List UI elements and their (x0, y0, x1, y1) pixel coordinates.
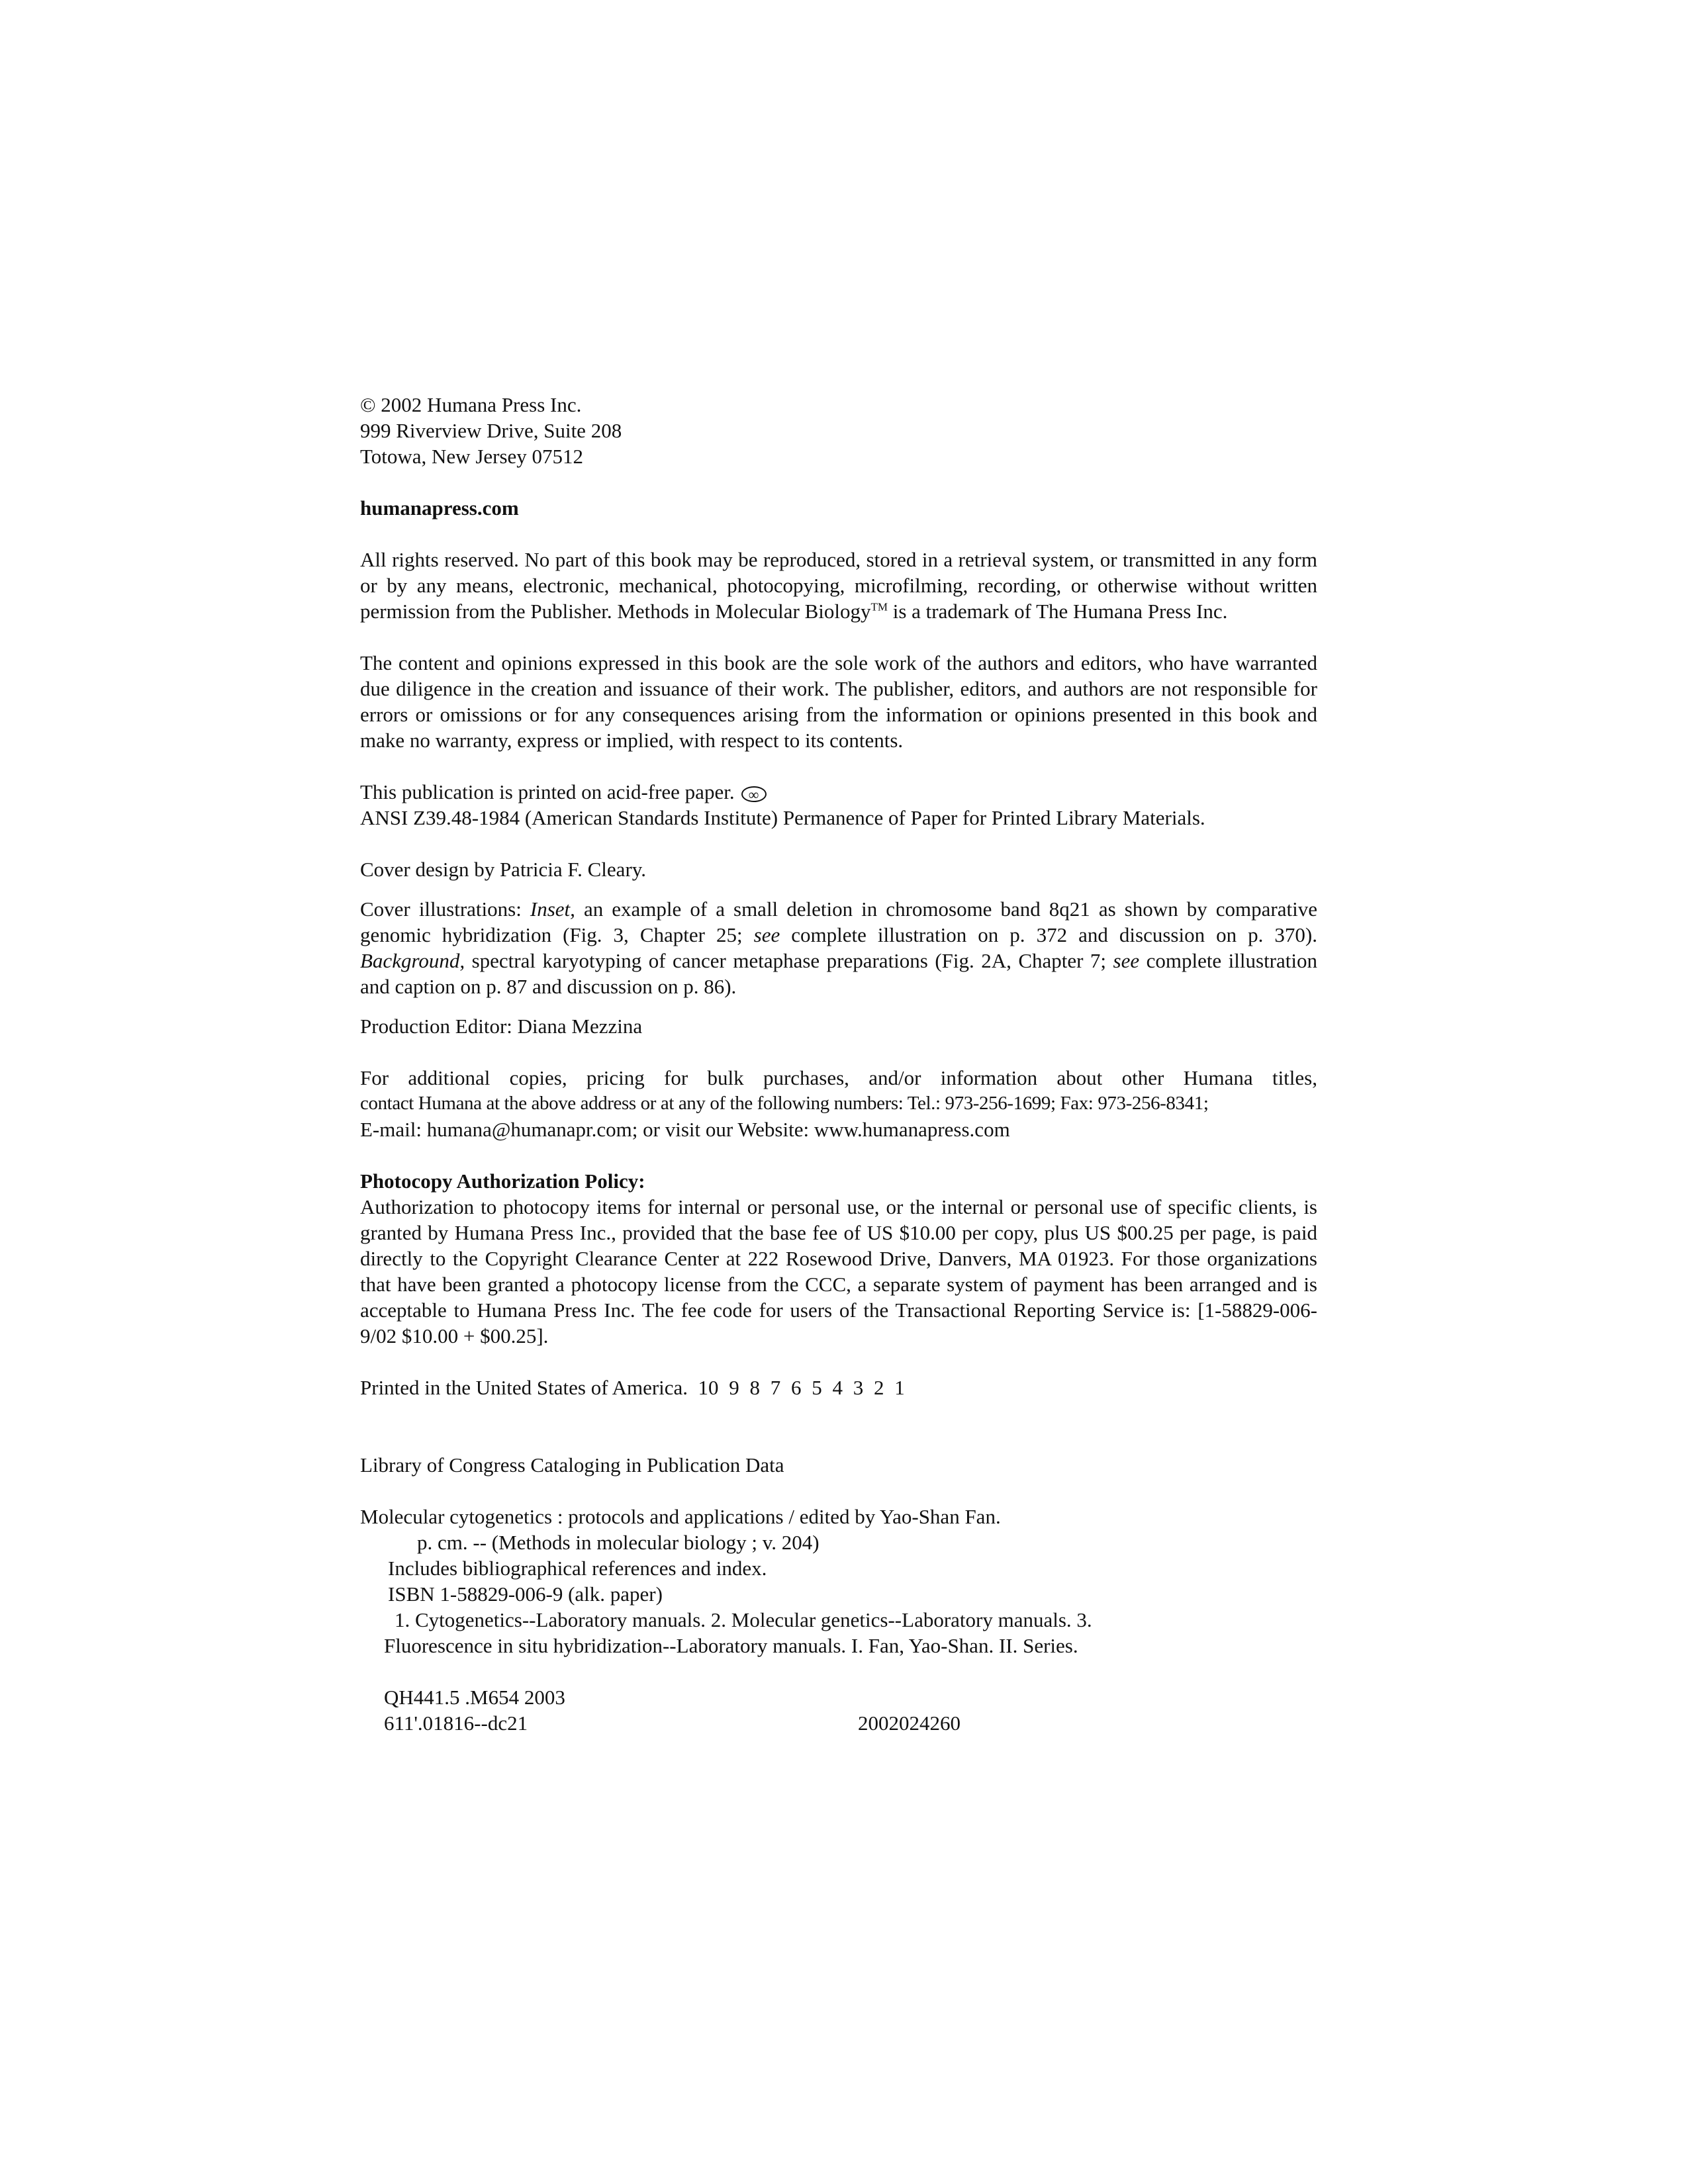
additional-copies-block (360, 1065, 1317, 1142)
ansi-line: ANSI Z39.48-1984 (American Standards Institute) Permanence of Paper for Printed Library Materials. (360, 806, 1205, 829)
infinity-paper-icon: ∞ (741, 786, 767, 802)
printed-text: Printed in the United States of America. (360, 1376, 688, 1399)
cover-illustrations-paragraph (360, 896, 1317, 999)
production-editor-line: Production Editor: Diana Mezzina (360, 1015, 643, 1038)
cip-record (360, 1504, 1317, 1659)
cip-heading: Library of Congress Cataloging in Publication Data (360, 1453, 784, 1477)
disclaimer-paragraph: The content and opinions expressed in this book are the sole work of the authors and editors, who have warranted due diligence in the creation and issuance of their work. The publisher, editors, and authors are not responsible for errors or omissions or for any consequences arising from the information or opinions presented in this book and make no warranty, express or implied, with respect to its contents. (360, 651, 1317, 752)
additional-copies-line-1: For additional copies, pricing for bulk purchases, and/or information about other Humana titles, (360, 1066, 1317, 1089)
background-text: spectral karyotyping of cancer metaphase preparations (Fig. 2A, Chapter 7; (465, 949, 1113, 972)
printing-numbers: 10 9 8 7 6 5 4 3 2 1 (698, 1376, 905, 1399)
photocopy-heading: Photocopy Authorization Policy: (360, 1169, 645, 1193)
cip-subjects-line-1: 1. Cytogenetics--Laboratory manuals. 2. Molecular genetics--Laboratory manuals. 3. (395, 1608, 1092, 1631)
acid-free-line (360, 779, 1317, 805)
cip-subjects-line-2: Fluorescence in situ hybridization--Laboratory manuals. I. Fan, Yao-Shan. II. Series. (384, 1634, 1078, 1657)
see-label-2: see (1113, 949, 1140, 972)
cover-illustrations-lead: Cover illustrations: (360, 897, 530, 921)
trademark-symbol: TM (870, 600, 888, 614)
rights-text-end: is a trademark of The Humana Press Inc. (888, 600, 1228, 623)
cip-biblio-line: Includes bibliographical references and index. (388, 1557, 767, 1580)
lccn-number: 2002024260 (858, 1711, 961, 1735)
additional-copies-line-2: contact Humana at the above address or at any of the following numbers: Tel.: 973-256-1699; Fax: 973-256-8341; (360, 1093, 1209, 1114)
paper-block (360, 779, 1317, 831)
cip-call-numbers (360, 1684, 1317, 1736)
printed-line (360, 1375, 1317, 1400)
acid-free-text: This publication is printed on acid-free paper. (360, 780, 735, 803)
photocopy-paragraph: Authorization to photocopy items for internal or personal use, or the internal or personal use of specific clients, is granted by Humana Press Inc., provided that the base fee of US $10.00 per copy, plus US $00.25 per page, is paid directly to the Copyright Clearance Center at 222 Rosewood Drive, Danvers, MA 01923. For those organizations that have been granted a photocopy license from the CCC, a separate system of payment has been arranged and is acceptable to Humana Press Inc. The fee code for users of the Transactional Reporting Service is: [1-58829-006-9/02 $10.00 + $00.25]. (360, 1195, 1317, 1347)
dewey-row (384, 1710, 1317, 1736)
background-label: Background, (360, 949, 465, 972)
copyright-line: © 2002 Humana Press Inc. (360, 393, 582, 416)
call-number: QH441.5 .M654 2003 (384, 1686, 565, 1709)
inset-label: Inset, (530, 897, 575, 921)
dewey-number: 611'.01816--dc21 (384, 1711, 528, 1735)
cip-series-line: p. cm. -- (Methods in molecular biology ; v. 204) (417, 1531, 820, 1554)
rights-paragraph (360, 547, 1317, 624)
inset-text: an example of a small deletion in chromosome band 8q21 as shown by comparative genomic hybridization (Fig. 3, Chapter 25; (360, 897, 1317, 946)
copyright-page (360, 392, 1317, 1736)
additional-copies-line-3: E-mail: humana@humanapr.com; or visit our Website: www.humanapress.com (360, 1118, 1010, 1141)
inset-text-2: complete illustration on p. 372 and discussion on p. 370). (780, 923, 1317, 946)
address-line-2: Totowa, New Jersey 07512 (360, 445, 584, 468)
see-label-1: see (753, 923, 780, 946)
rights-text: All rights reserved. No part of this book may be reproduced, stored in a retrieval system, or transmitted in any form or by any means, electronic, mechanical, photocopying, microfilming, recording, or otherwise without written permission from the Publisher. Methods in Molecular Biology (360, 548, 1317, 623)
cip-title-line: Molecular cytogenetics : protocols and applications / edited by Yao-Shan Fan. (360, 1505, 1001, 1528)
background-text-2: complete illustration and caption on p. 87 and discussion on p. 86). (360, 949, 1317, 998)
address-line-1: 999 Riverview Drive, Suite 208 (360, 419, 622, 442)
publisher-website: humanapress.com (360, 496, 519, 520)
publisher-block (360, 392, 1317, 469)
cover-design-line: Cover design by Patricia F. Cleary. (360, 858, 647, 881)
cip-isbn-line: ISBN 1-58829-006-9 (alk. paper) (388, 1582, 663, 1606)
